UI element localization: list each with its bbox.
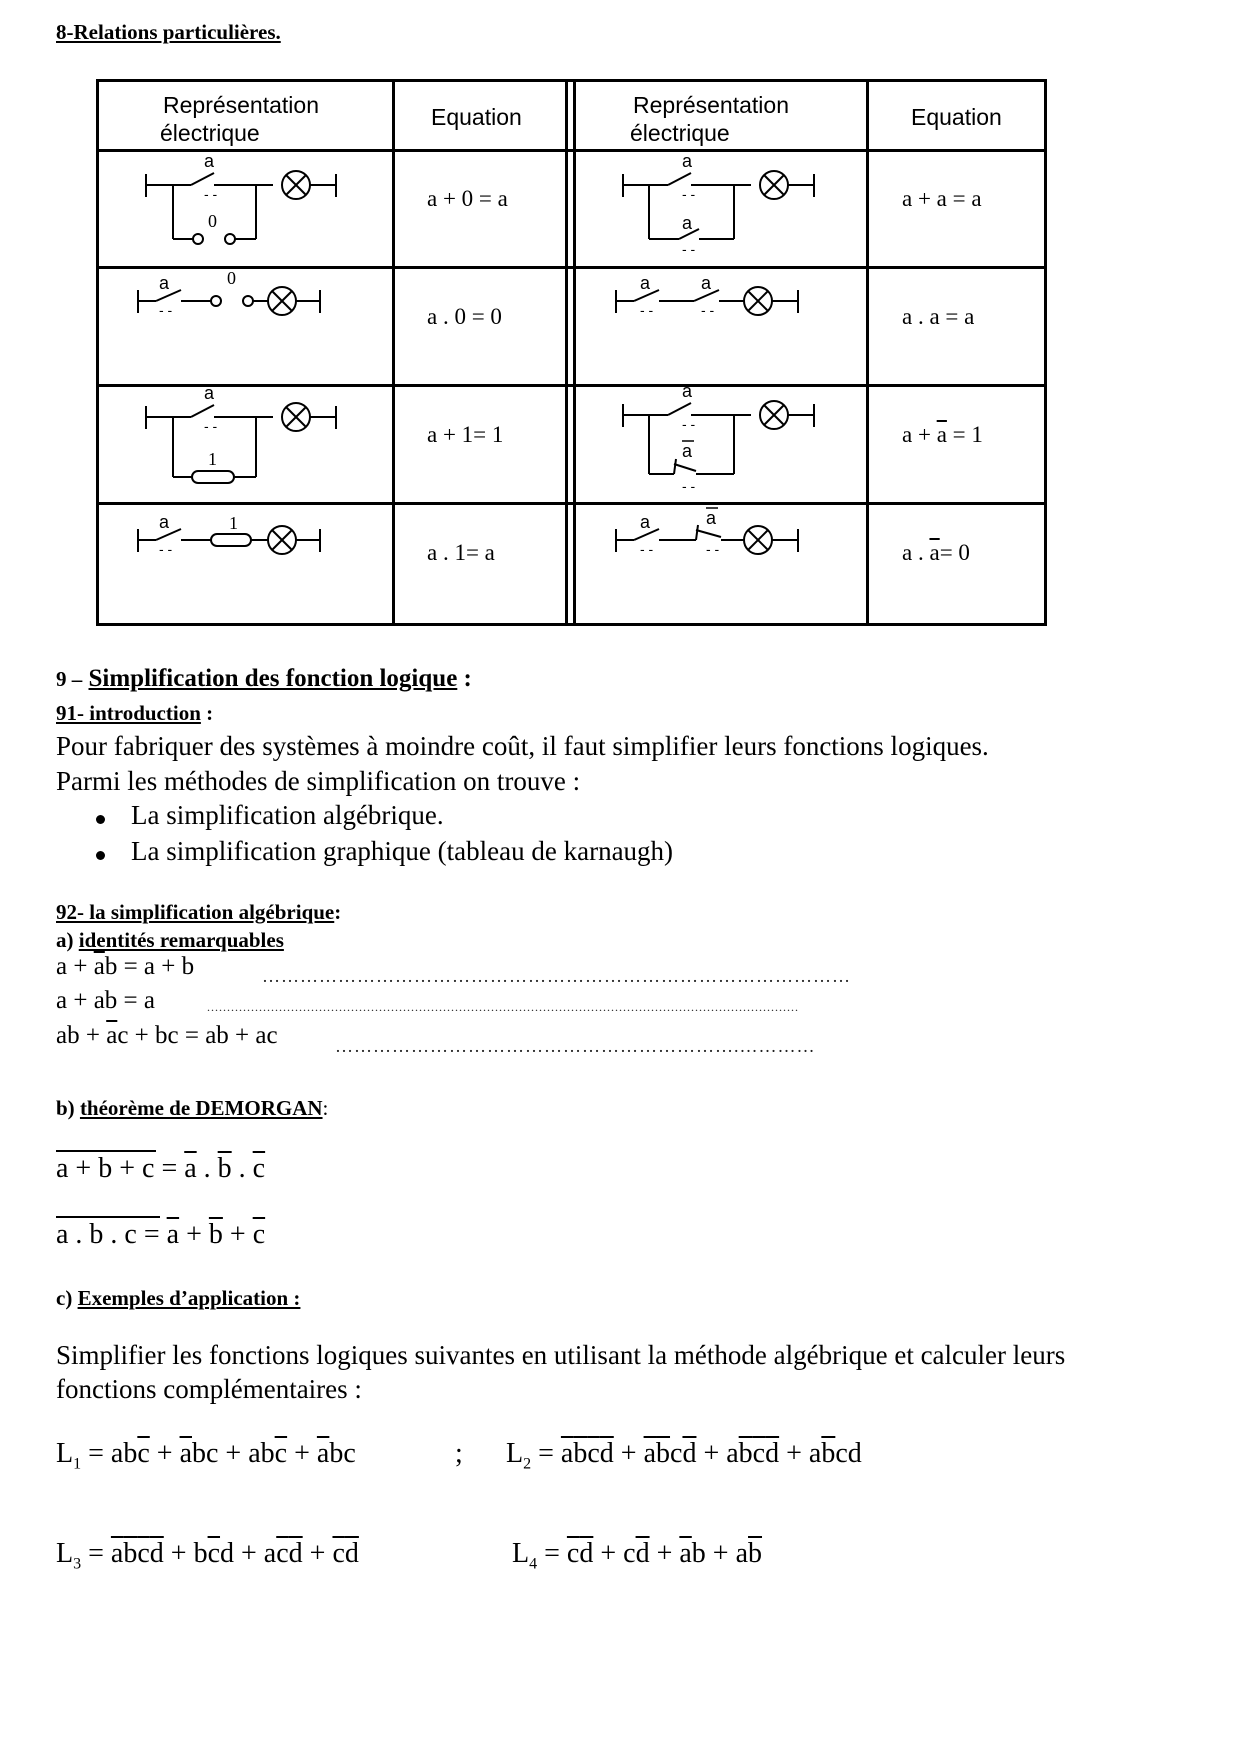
demorgan-law-2: a . b . $c = \overline{a} + \overline{b} + \overline{c}$ (56, 1219, 266, 1250)
equation-left-row1: a + 0 = a (427, 186, 508, 211)
circuit-a-or-1 (146, 383, 336, 483)
svg-text:0: 0 (208, 211, 217, 231)
equation-left-row3: a + 1= 1 (427, 422, 504, 447)
circuit-a-or-a (623, 151, 814, 257)
identity-2: a + ab = a (56, 987, 155, 1014)
dotted-line: ………………………………………………………………………………… (262, 966, 851, 986)
circuit-a-and-a (616, 273, 798, 318)
circuit-a-and-abar (616, 508, 798, 557)
circuit-a-or-abar (623, 381, 814, 494)
function-L3: $L_3 = \overline{a}\overline{b}\overline{c}\overline{d} + b\overline{c}d + a\overline{c}\overline{d} + \overline{c}\overline{d}$ (56, 1538, 359, 1573)
header-equation-2: Equation (911, 104, 1002, 130)
exercise-text-2: fonctions complémentaires : (56, 1374, 362, 1404)
subsection-b-title: b) théorème de DEMORGAN: (56, 1096, 329, 1120)
subsection-a-title: a) identités remarquables (56, 928, 284, 952)
function-L1: $L_1 = ab\overline{c} + \overline{a}bc + ab\overline{c} + \overline{a}bc$ (56, 1438, 356, 1473)
demorgan-law-1: $a + b + c = \overline{a}$ . $\overline{b}$ . $\overline{c}$ (56, 1153, 266, 1184)
circuit-a-and-0 (138, 268, 320, 318)
svg-text:- -: - - (701, 302, 715, 318)
bullet-icon (96, 851, 105, 860)
circuit-a-or-0 (146, 151, 336, 244)
svg-text:- -: - - (640, 541, 654, 557)
header-representation-1: Représentation électrique (160, 92, 319, 146)
label-a: a (204, 151, 215, 171)
function-L2: $L_2 = \overline{a}\overline{b}\overline{c}\overline{d} + \overline{a}\overline{b}c\overline{d} + a\overline{b}\overline{c}\overline{d} + a\overline{b}cd$ (506, 1438, 862, 1473)
svg-text:a: a (706, 508, 717, 528)
header-equation-1: Equation (431, 104, 522, 130)
equation-left-row4: a . 1= a (427, 540, 495, 565)
svg-text:- -: - - (706, 541, 720, 557)
svg-text:a: a (682, 151, 693, 171)
intro-paragraph-1: Pour fabriquer des systèmes à moindre coût, il faut simplifier leurs fonctions logiques. (56, 731, 989, 761)
dotted-line: .................................................................................................................................................... (207, 1000, 799, 1014)
exercise-text-1: Simplifier les fonctions logiques suivantes en utilisant la méthode algébrique et calculer leurs (56, 1340, 1066, 1370)
svg-text:a: a (159, 273, 170, 293)
subsection-c-title: c) Exemples d’application : (56, 1286, 301, 1310)
svg-text:a: a (640, 273, 651, 293)
svg-text:- -: - - (204, 186, 218, 202)
section-8-title: 8-Relations particulières. (56, 20, 281, 44)
svg-text:a: a (701, 273, 712, 293)
section-92-title: 92- la simplification algébrique: (56, 900, 342, 924)
equation-right-row3: $a + \overline{a} = 1$ (902, 422, 983, 447)
section-9-title: 9 – Simplification des fonction logique : (56, 665, 472, 692)
svg-text:a: a (682, 441, 693, 461)
bullet-item-algebraic: La simplification algébrique. (131, 800, 444, 830)
bullet-item-graphic: La simplification graphique (tableau de karnaugh) (131, 836, 674, 866)
equation-right-row4: a . $\overline{a}= 0$ (902, 540, 970, 565)
intro-paragraph-2: Parmi les méthodes de simplification on trouve : (56, 766, 581, 796)
svg-text:- -: - - (159, 541, 173, 557)
relations-table (96, 79, 1047, 626)
separator: ; (455, 1438, 463, 1469)
dotted-line: ……………………………………………………….………… (335, 1036, 816, 1056)
section-91-title: 91- introduction : (56, 701, 214, 725)
svg-text:- -: - - (682, 416, 696, 432)
svg-text:1: 1 (208, 449, 217, 469)
svg-text:a: a (640, 512, 651, 532)
circuit-a-and-1 (138, 512, 320, 557)
function-L4: $L_4 = \overline{c}\overline{d} + c\overline{d} + \overline{a}b + a\overline{b}$ (512, 1538, 763, 1573)
svg-text:a: a (682, 213, 693, 233)
svg-text:- -: - - (682, 241, 696, 257)
identity-1: $a + \overline{a}b = a + b$ (56, 953, 195, 980)
circuit-diagrams (96, 79, 1047, 626)
identity-3: ab + $\overline{a}c$ + bc = ab + ac (56, 1022, 278, 1049)
equation-right-row2: a . a = a (902, 304, 975, 329)
bullet-icon (96, 815, 105, 824)
header-representation-2: Représentation électrique (630, 92, 789, 146)
svg-text:- -: - - (640, 302, 654, 318)
svg-text:- -: - - (159, 302, 173, 318)
svg-text:- -: - - (682, 478, 696, 494)
svg-text:- -: - - (204, 418, 218, 434)
svg-text:1: 1 (229, 513, 238, 533)
svg-text:- -: - - (682, 186, 696, 202)
equation-right-row1: a + a = a (902, 186, 982, 211)
svg-text:a: a (159, 512, 170, 532)
equation-left-row2: a . 0 = 0 (427, 304, 502, 329)
svg-text:0: 0 (227, 268, 236, 288)
svg-text:a: a (204, 383, 215, 403)
svg-text:a: a (682, 381, 693, 401)
